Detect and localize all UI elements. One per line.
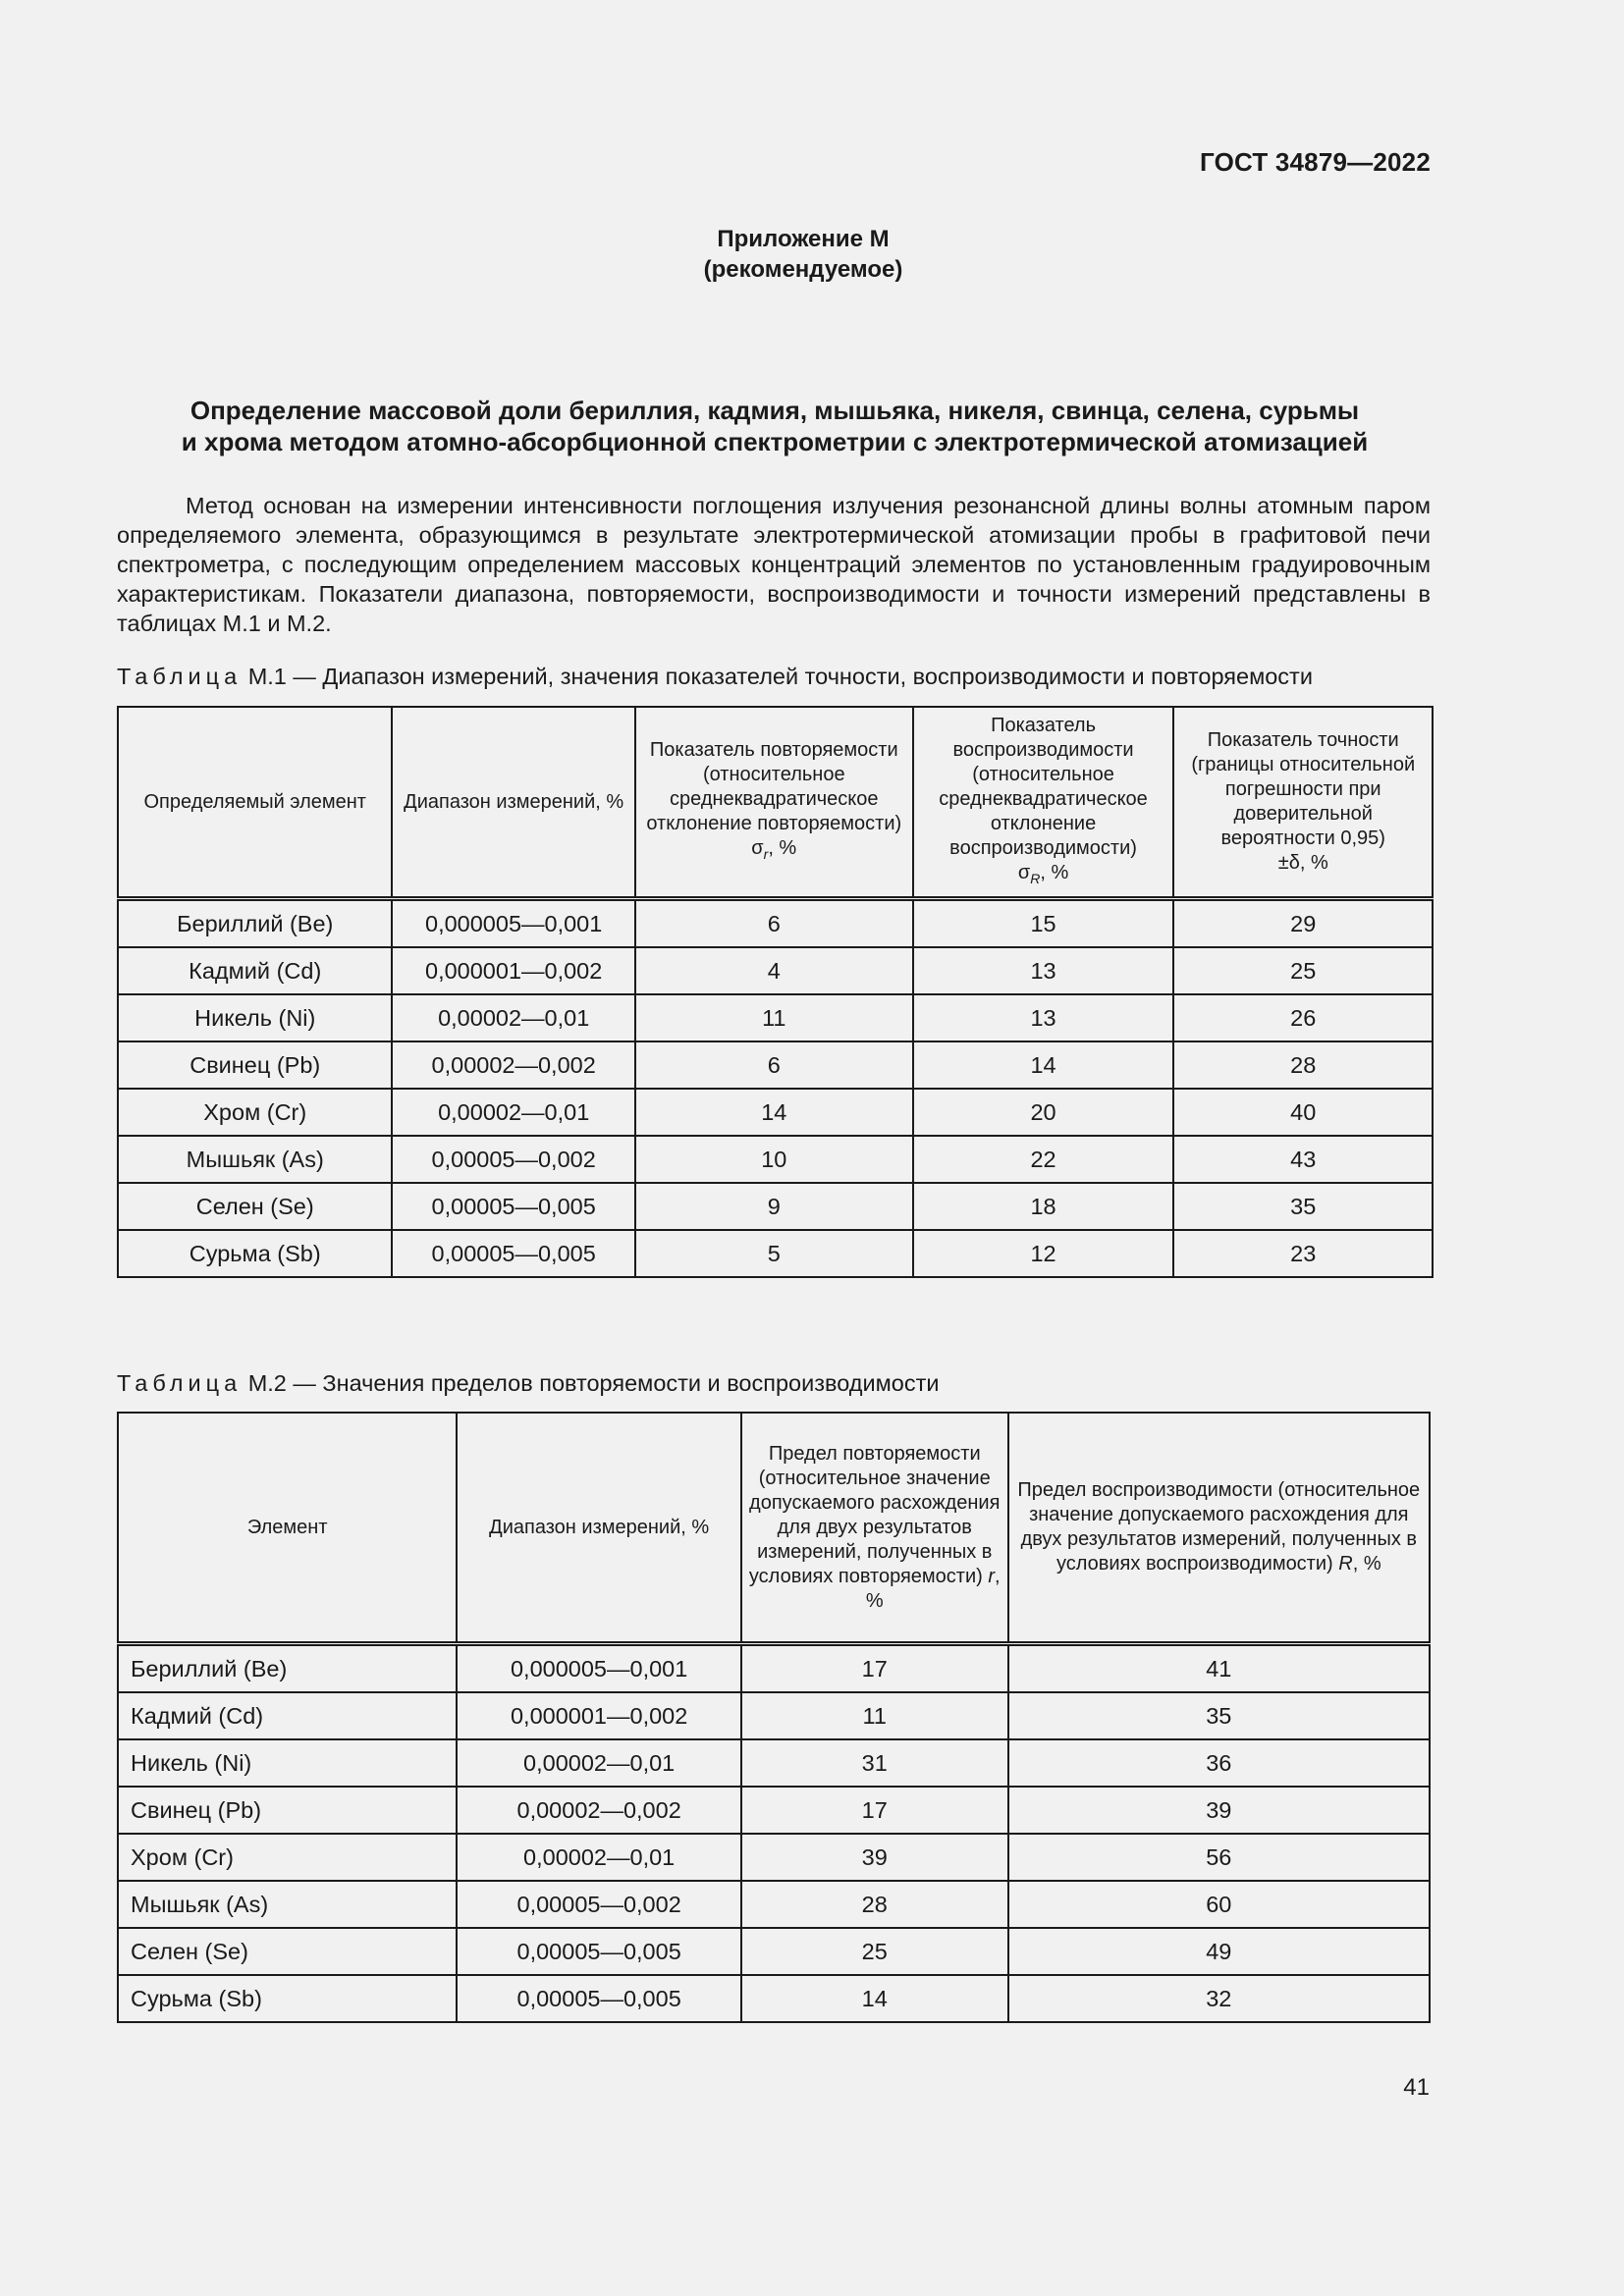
cell-reproducibility: 22 <box>913 1136 1174 1183</box>
cell-repeatability: 6 <box>635 1041 913 1089</box>
table-row <box>118 994 1433 1041</box>
cell-reproducibility-limit: 41 <box>1008 1644 1430 1693</box>
cell-reproducibility: 12 <box>913 1230 1174 1277</box>
table-row <box>118 1739 1430 1787</box>
cell-repeatability-limit: 25 <box>741 1928 1008 1975</box>
cell-accuracy: 29 <box>1173 899 1433 948</box>
cell-reproducibility-limit: 39 <box>1008 1787 1430 1834</box>
header-reproducibility-limit-text: Предел воспроизводимости (относительное значение допускаемого расхождения для двух результатов измерений, полученных в условиях воспроизводимости) <box>1017 1479 1421 1575</box>
cell-element: Никель (Ni) <box>118 994 392 1041</box>
annex-status: (рекомендуемое) <box>703 256 903 283</box>
cell-element: Свинец (Pb) <box>118 1787 457 1834</box>
table1-caption-word: Таблица <box>117 664 243 689</box>
table-row <box>118 1928 1430 1975</box>
cell-element: Мышьяк (As) <box>118 1881 457 1928</box>
cell-repeatability: 14 <box>635 1089 913 1136</box>
cell-reproducibility: 13 <box>913 994 1174 1041</box>
method-description: Метод основан на измерении интенсивности поглощения излучения резонансной длины волны атомным паром определяемого элемента, образующимся в результате электротермической атомизации пробы в графитовой печи спектрометра, с последующим определением массовых концентраций элементов по установленным градуировочным характеристикам. Показатели диапазона, повторяемости, воспроизводимости и точности измерений представлены в таблицах М.1 и М.2. <box>117 493 1431 636</box>
cell-range: 0,00005—0,005 <box>457 1928 741 1975</box>
cell-accuracy: 23 <box>1173 1230 1433 1277</box>
table-row <box>118 1089 1433 1136</box>
cell-accuracy: 43 <box>1173 1136 1433 1183</box>
header-repeatability <box>635 707 913 899</box>
table-row <box>118 1041 1433 1089</box>
cell-accuracy: 40 <box>1173 1089 1433 1136</box>
cell-range: 0,00005—0,005 <box>392 1183 634 1230</box>
cell-element: Сурьма (Sb) <box>118 1230 392 1277</box>
cell-repeatability: 11 <box>635 994 913 1041</box>
header-reproducibility-unit: , % <box>1040 861 1069 883</box>
table-row <box>118 1136 1433 1183</box>
section-title-line-1: Определение массовой доли бериллия, кадмия, мышьяка, никеля, свинца, селена, сурьмы <box>189 396 1360 425</box>
cell-repeatability: 5 <box>635 1230 913 1277</box>
header-reproducibility-limit <box>1008 1413 1430 1644</box>
header-reproducibility-sub: R <box>1030 870 1041 886</box>
table-row <box>118 1644 1430 1693</box>
cell-accuracy: 26 <box>1173 994 1433 1041</box>
header-repeatability-text: Показатель повторяемости (относительное среднеквадратическое отклонение повторяемости) <box>646 738 902 834</box>
cell-reproducibility-limit: 56 <box>1008 1834 1430 1881</box>
cell-element: Бериллий (Be) <box>118 899 392 948</box>
cell-range: 0,00002—0,01 <box>392 1089 634 1136</box>
cell-range: 0,00005—0,002 <box>392 1136 634 1183</box>
header-reproducibility <box>913 707 1174 899</box>
cell-repeatability-limit: 17 <box>741 1787 1008 1834</box>
cell-element: Хром (Cr) <box>118 1834 457 1881</box>
header-reproducibility-limit-symbol: R <box>1338 1553 1353 1575</box>
cell-element: Свинец (Pb) <box>118 1041 392 1089</box>
cell-range: 0,00005—0,005 <box>457 1975 741 2022</box>
cell-reproducibility: 20 <box>913 1089 1174 1136</box>
cell-range: 0,00002—0,002 <box>457 1787 741 1834</box>
table-limits <box>117 1412 1431 2023</box>
table2-caption-text: М.2 — Значения пределов повторяемости и воспроизводимости <box>247 1370 940 1396</box>
cell-range: 0,00005—0,005 <box>392 1230 634 1277</box>
header-repeatability-unit: , % <box>768 836 797 859</box>
cell-element: Кадмий (Cd) <box>118 947 392 994</box>
cell-range: 0,00002—0,01 <box>457 1834 741 1881</box>
cell-element: Селен (Se) <box>118 1928 457 1975</box>
table1-caption <box>117 664 1313 690</box>
table2-caption <box>117 1370 940 1397</box>
cell-repeatability-limit: 17 <box>741 1644 1008 1693</box>
table-row <box>118 1834 1430 1881</box>
header-range: Диапазон измерений, % <box>457 1413 741 1644</box>
header-repeatability-limit <box>741 1413 1008 1644</box>
document-id: ГОСТ 34879—2022 <box>1200 147 1431 177</box>
table-row <box>118 1692 1430 1739</box>
cell-repeatability: 4 <box>635 947 913 994</box>
cell-reproducibility-limit: 32 <box>1008 1975 1430 2022</box>
header-accuracy-text: Показатель точности (границы относительной погрешности при доверительной вероятности 0,95) <box>1191 729 1416 849</box>
section-title-line-2: и хрома методом атомно-абсорбционной спектрометрии с электротермической атомизацией <box>181 427 1369 456</box>
header-repeatability-sub: r <box>763 845 769 862</box>
header-reproducibility-symbol: σ <box>1017 861 1031 883</box>
table-row <box>118 1881 1430 1928</box>
cell-reproducibility-limit: 49 <box>1008 1928 1430 1975</box>
cell-element: Хром (Cr) <box>118 1089 392 1136</box>
annex-title: Приложение М <box>717 226 890 252</box>
cell-range: 0,000001—0,002 <box>392 947 634 994</box>
cell-reproducibility-limit: 36 <box>1008 1739 1430 1787</box>
table-row <box>118 947 1433 994</box>
header-accuracy-unit: ±δ, % <box>1277 852 1328 874</box>
cell-element: Никель (Ni) <box>118 1739 457 1787</box>
table-header-row <box>118 707 1433 899</box>
header-repeatability-symbol: σ <box>751 836 764 859</box>
cell-range: 0,00002—0,002 <box>392 1041 634 1089</box>
cell-element: Бериллий (Be) <box>118 1644 457 1693</box>
table2-caption-word: Таблица <box>117 1370 243 1396</box>
table-row <box>118 1787 1430 1834</box>
cell-repeatability: 9 <box>635 1183 913 1230</box>
header-repeatability-limit-unit: , % <box>865 1565 1001 1612</box>
table-row <box>118 1975 1430 2022</box>
cell-repeatability-limit: 31 <box>741 1739 1008 1787</box>
cell-element: Сурьма (Sb) <box>118 1975 457 2022</box>
cell-repeatability-limit: 28 <box>741 1881 1008 1928</box>
table1-caption-text: М.1 — Диапазон измерений, значения показателей точности, воспроизводимости и повторяемости <box>247 664 1313 689</box>
header-reproducibility-text: Показатель воспроизводимости (относительное среднеквадратическое отклонение воспроизводимости) <box>939 714 1148 859</box>
table-header-row <box>118 1413 1430 1644</box>
cell-repeatability: 6 <box>635 899 913 948</box>
header-accuracy <box>1173 707 1433 899</box>
cell-element: Кадмий (Cd) <box>118 1692 457 1739</box>
cell-reproducibility: 13 <box>913 947 1174 994</box>
cell-reproducibility: 14 <box>913 1041 1174 1089</box>
cell-repeatability-limit: 39 <box>741 1834 1008 1881</box>
cell-repeatability-limit: 14 <box>741 1975 1008 2022</box>
cell-range: 0,00005—0,002 <box>457 1881 741 1928</box>
cell-range: 0,000005—0,001 <box>392 899 634 948</box>
table-row <box>118 899 1433 948</box>
cell-range: 0,00002—0,01 <box>457 1739 741 1787</box>
cell-accuracy: 28 <box>1173 1041 1433 1089</box>
cell-repeatability: 10 <box>635 1136 913 1183</box>
table-row <box>118 1230 1433 1277</box>
header-repeatability-limit-text: Предел повторяемости (относительное значение допускаемого расхождения для двух результатов измерений, полученных в условиях повторяемости) <box>748 1442 1001 1587</box>
header-range: Диапазон измерений, % <box>392 707 634 899</box>
table-row <box>118 1183 1433 1230</box>
cell-accuracy: 35 <box>1173 1183 1433 1230</box>
table-measurement-accuracy <box>117 706 1434 1278</box>
cell-reproducibility: 18 <box>913 1183 1174 1230</box>
cell-range: 0,000001—0,002 <box>457 1692 741 1739</box>
cell-range: 0,00002—0,01 <box>392 994 634 1041</box>
cell-reproducibility-limit: 35 <box>1008 1692 1430 1739</box>
cell-element: Мышьяк (As) <box>118 1136 392 1183</box>
cell-accuracy: 25 <box>1173 947 1433 994</box>
cell-reproducibility: 15 <box>913 899 1174 948</box>
cell-repeatability-limit: 11 <box>741 1692 1008 1739</box>
header-element: Элемент <box>118 1413 457 1644</box>
header-element: Определяемый элемент <box>118 707 392 899</box>
header-repeatability-limit-symbol: r <box>988 1565 996 1587</box>
cell-element: Селен (Se) <box>118 1183 392 1230</box>
section-title <box>117 395 1433 457</box>
cell-reproducibility-limit: 60 <box>1008 1881 1430 1928</box>
annex-heading <box>0 224 1624 285</box>
cell-range: 0,000005—0,001 <box>457 1644 741 1693</box>
page-number: 41 <box>1403 2074 1430 2101</box>
header-reproducibility-limit-unit: , % <box>1352 1553 1381 1575</box>
